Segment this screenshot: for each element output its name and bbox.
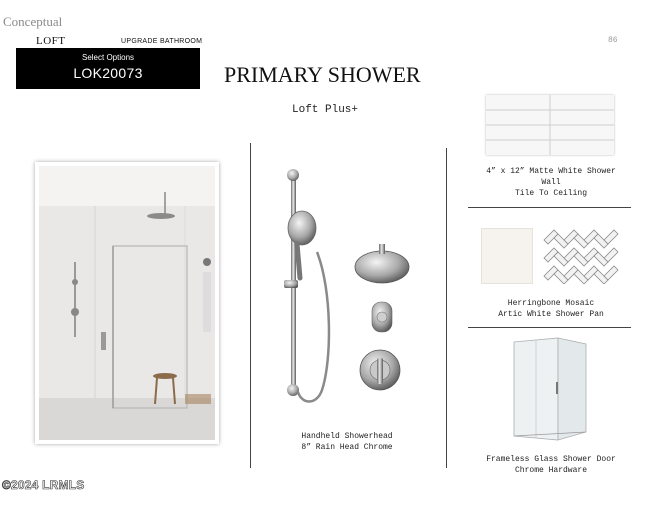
watermark: Conceptual [3,14,63,29]
page-number: 86 [608,36,618,45]
package-subtitle: Loft Plus+ [292,104,359,116]
brand-label: LOFT [36,35,66,47]
option-code: LOK20073 [73,65,143,81]
mosaic-caption [470,298,632,320]
tile-caption [470,166,632,199]
divider-left [250,143,251,468]
fixtures-caption [262,431,432,453]
mosaic-caption-line-2: Artic White Shower Pan [498,310,604,319]
select-options-label: Select Options [81,53,135,62]
divider-mosaic [468,327,631,328]
wall-tile-swatch [486,95,614,155]
door-caption [470,454,632,476]
section-label: UPGRADE BATHROOM [121,38,203,45]
select-options-box [16,48,200,89]
shower-room-photo [35,162,219,444]
divider-right [446,148,447,468]
door-caption-line-2: Chrome Hardware [514,466,587,475]
tile-caption-line-2: Wall [541,178,561,187]
fixtures-caption-line-1: Handheld Showerhead [301,432,393,441]
divider-tile [468,207,631,208]
copyright-watermark: ©2024 LRMLS [2,478,85,492]
tile-caption-line-1: 4” x 12” Matte White Shower [486,167,616,176]
mosaic-color-swatch [481,228,533,284]
shower-fixtures-image [262,160,432,410]
herringbone-mosaic-swatch [540,228,620,284]
page-title: PRIMARY SHOWER [224,62,421,87]
mosaic-caption-line-1: Herringbone Mosaic [507,299,595,308]
fixtures-caption-line-2: 8” Rain Head Chrome [301,443,393,452]
door-caption-line-1: Frameless Glass Shower Door [486,455,616,464]
glass-door-image [512,336,588,442]
tile-caption-line-3: Tile To Ceiling [514,189,587,198]
